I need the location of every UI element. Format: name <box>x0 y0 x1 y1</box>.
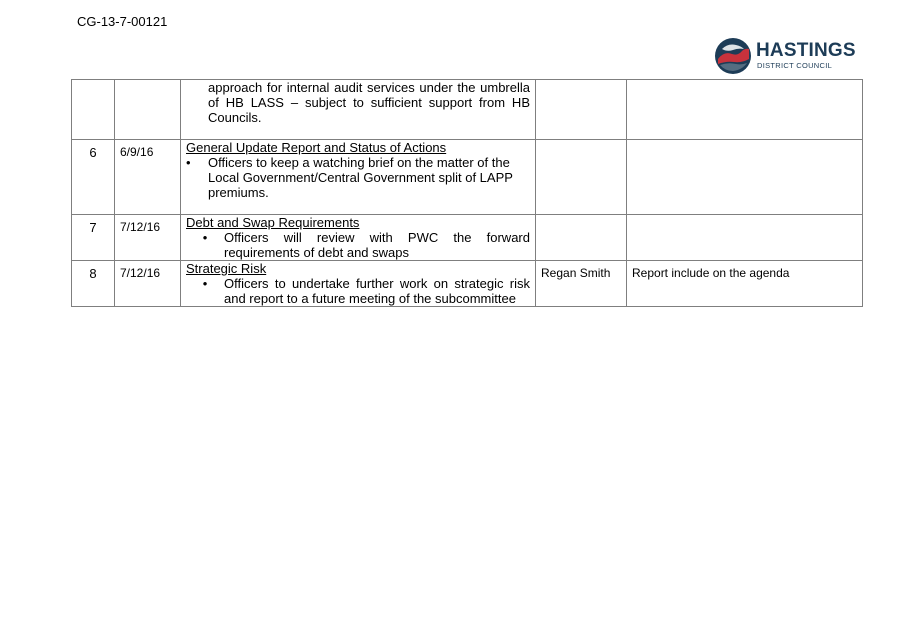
continued-text <box>186 80 530 125</box>
row-date-cell <box>115 80 181 140</box>
bullet-symbol: • <box>186 155 191 170</box>
row-status <box>627 140 863 215</box>
council-logo <box>714 37 856 77</box>
logo-subtitle: DISTRICT COUNCIL <box>757 61 833 70</box>
row-number: 8 <box>72 261 115 307</box>
row-date: 7/12/16 <box>115 215 181 261</box>
logo-name: HASTINGS <box>756 40 856 61</box>
row-status: Report include on the agenda <box>627 261 863 307</box>
row-bullet <box>186 276 530 306</box>
council-emblem-icon <box>714 37 754 77</box>
row-number: 7 <box>72 215 115 261</box>
row-item-cell <box>181 80 536 140</box>
document-reference: CG-13-7-00121 <box>77 14 168 29</box>
row-number: 6 <box>72 140 115 215</box>
row-bullet <box>186 155 530 200</box>
actions-table <box>71 79 863 307</box>
row-number-cell <box>72 80 115 140</box>
row-title: Strategic Risk <box>186 261 267 276</box>
row-status <box>627 215 863 261</box>
continued-line: Councils. <box>208 110 262 125</box>
row-status-cell <box>627 80 863 140</box>
bullet-text: Officers to keep a watching brief on the matter of the Local Government/Central Government split of LAPP premiums. <box>208 155 513 200</box>
row-date: 6/9/16 <box>115 140 181 215</box>
bullet-symbol: • <box>202 230 208 245</box>
row-bullet <box>186 230 530 260</box>
table-row-continued <box>72 80 863 140</box>
row-item-cell <box>181 140 536 215</box>
table-row <box>72 261 863 307</box>
table-row <box>72 215 863 261</box>
row-title: General Update Report and Status of Actions <box>186 140 447 155</box>
bullet-text: Officers to undertake further work on strategic risk and report to a future meeting of the subcommittee <box>224 276 530 306</box>
continued-line: approach for internal audit services under the umbrella <box>208 80 530 95</box>
row-title: Debt and Swap Requirements <box>186 215 360 230</box>
row-responsible-cell <box>536 80 627 140</box>
continued-line: of HB LASS – subject to sufficient support from HB <box>208 95 530 110</box>
table-row <box>72 140 863 215</box>
row-responsible <box>536 140 627 215</box>
row-responsible: Regan Smith <box>536 261 627 307</box>
bullet-text: Officers will review with PWC the forward requirements of debt and swaps <box>224 230 530 260</box>
row-item-cell <box>181 261 536 307</box>
bullet-symbol: • <box>202 276 208 291</box>
row-item-cell <box>181 215 536 261</box>
row-responsible <box>536 215 627 261</box>
row-date: 7/12/16 <box>115 261 181 307</box>
